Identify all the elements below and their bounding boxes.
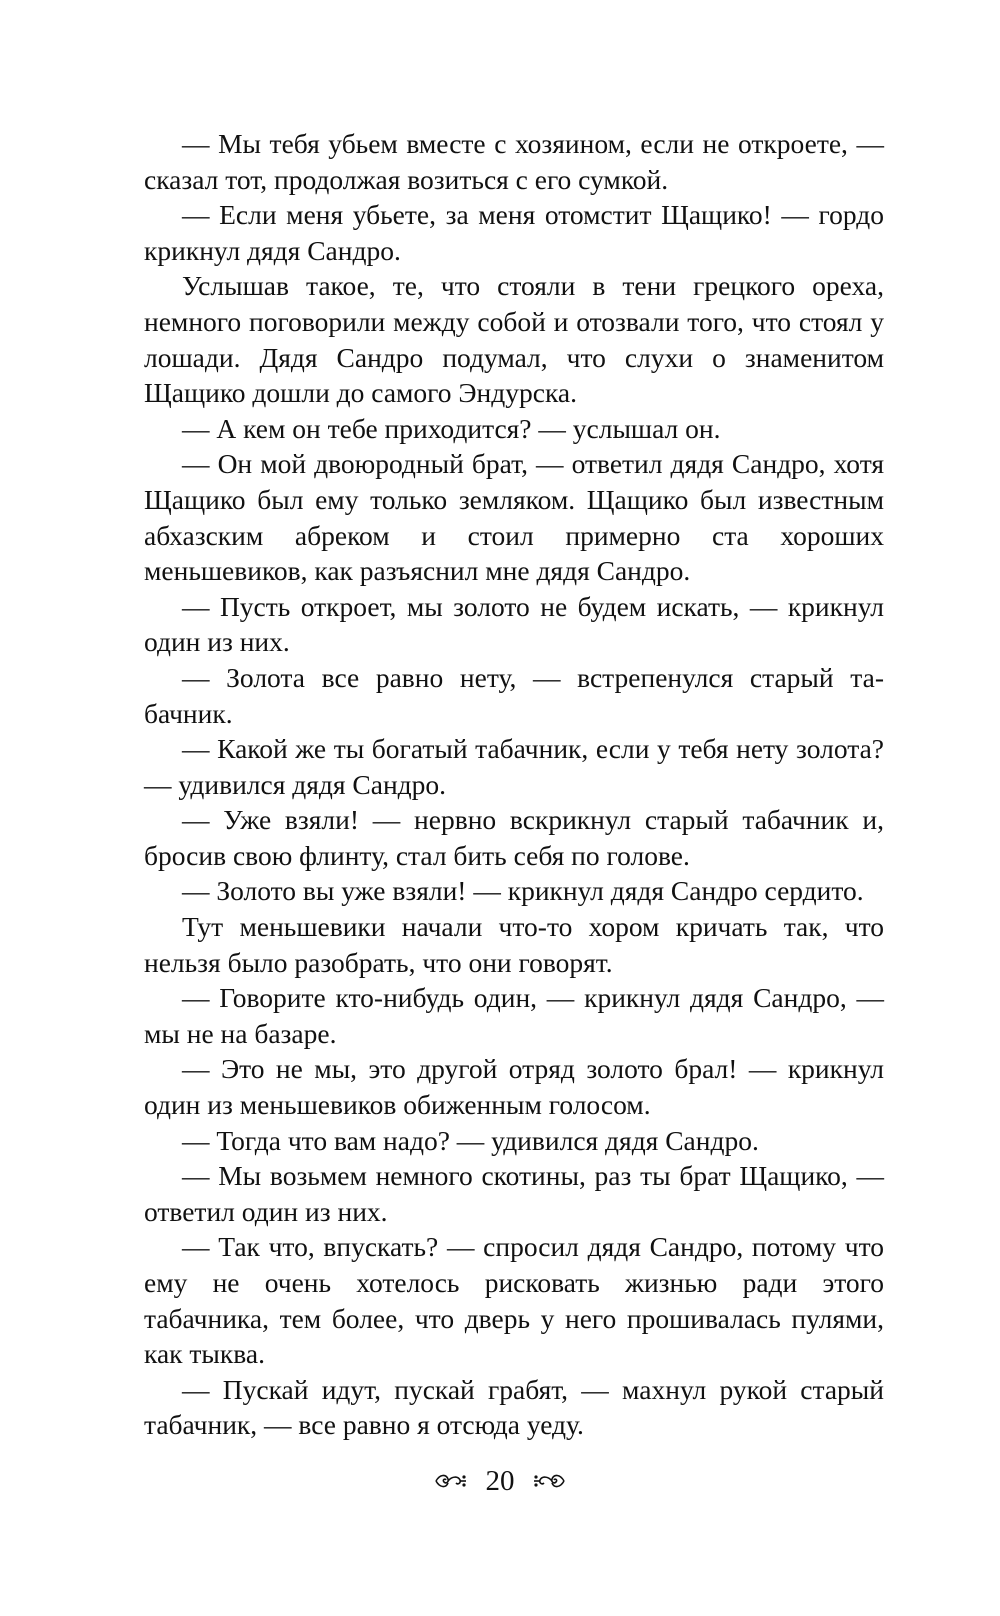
paragraph: — Какой же ты богатый табачник, если у тебя нету золота? — удивился дядя Сандро. <box>144 733 884 800</box>
paragraph: — Золота все равно нету, — встрепенулся старый табачник. <box>144 661 884 729</box>
paragraph: — Это не мы, это другой отряд золото брал! — крикнул один из меньшевиков обиженным голосом. <box>144 1053 884 1121</box>
page-number: 20 <box>485 1465 515 1498</box>
paragraph: — Пусть откроет, мы золото не будем искать, — крикнул один из них. <box>144 590 884 658</box>
right-flourish-icon <box>532 1470 566 1492</box>
paragraph: — Золото вы уже взяли! — крикнул дядя Сандро сердито. <box>182 875 864 907</box>
paragraph: — Мы возьмем немного скотины, раз ты брат Щащико, — ответил один из них. <box>144 1160 884 1227</box>
paragraph: — Пускай идут, пускай грабят, — махнул рукой старый табачник, — все равно я отсюда уеду. <box>144 1373 884 1441</box>
paragraph: Услышав такое, те, что стояли в тени грецкого ореха, немного поговорили между собой и отозвали того, что стоял у лошади. Дядя Сандро подумал, что слухи о знаменитом Щащико дошли до самого Эндурска. <box>144 270 884 409</box>
paragraph: — Если меня убьете, за меня отомстит Щащико! — гордо крикнул дядя Сандро. <box>144 199 884 266</box>
body-text <box>144 126 884 1443</box>
paragraph: — Тогда что вам надо? — удивился дядя Сандро. <box>182 1124 759 1156</box>
paragraph: — А кем он тебе приходится? — услышал он. <box>182 412 721 444</box>
left-flourish-icon <box>434 1470 468 1492</box>
paragraph: — Уже взяли! — нервно вскрикнул старый табачник и, бросив свою флинту, стал бить себя по голове. <box>144 804 884 871</box>
paragraph: — Он мой двоюродный брат, — ответил дядя Сандро, хотя Щащико был ему только земляком. Щащико был известным абхазским абреком и стоил примерно ста хороших меньшевиков, как разъяснил мне дядя Сандро. <box>144 448 884 587</box>
paragraph: — Так что, впускать? — спросил дядя Сандро, потому что ему не очень хотелось рисковать жизнью ради этого табачника, тем более, что дверь у него прошивалась пулями, как тыква. <box>144 1231 884 1370</box>
paragraph: — Мы тебя убьем вместе с хозяином, если не откроете, — сказал тот, продолжая возиться с его сумкой. <box>144 128 884 195</box>
paragraph: — Говорите кто-нибудь один, — крикнул дядя Сандро, — мы не на базаре. <box>144 982 884 1049</box>
paragraph: Тут меньшевики начали что-то хором кричать так, что нельзя было разобрать, что они говорят. <box>144 911 884 978</box>
page-footer <box>0 1461 1000 1499</box>
